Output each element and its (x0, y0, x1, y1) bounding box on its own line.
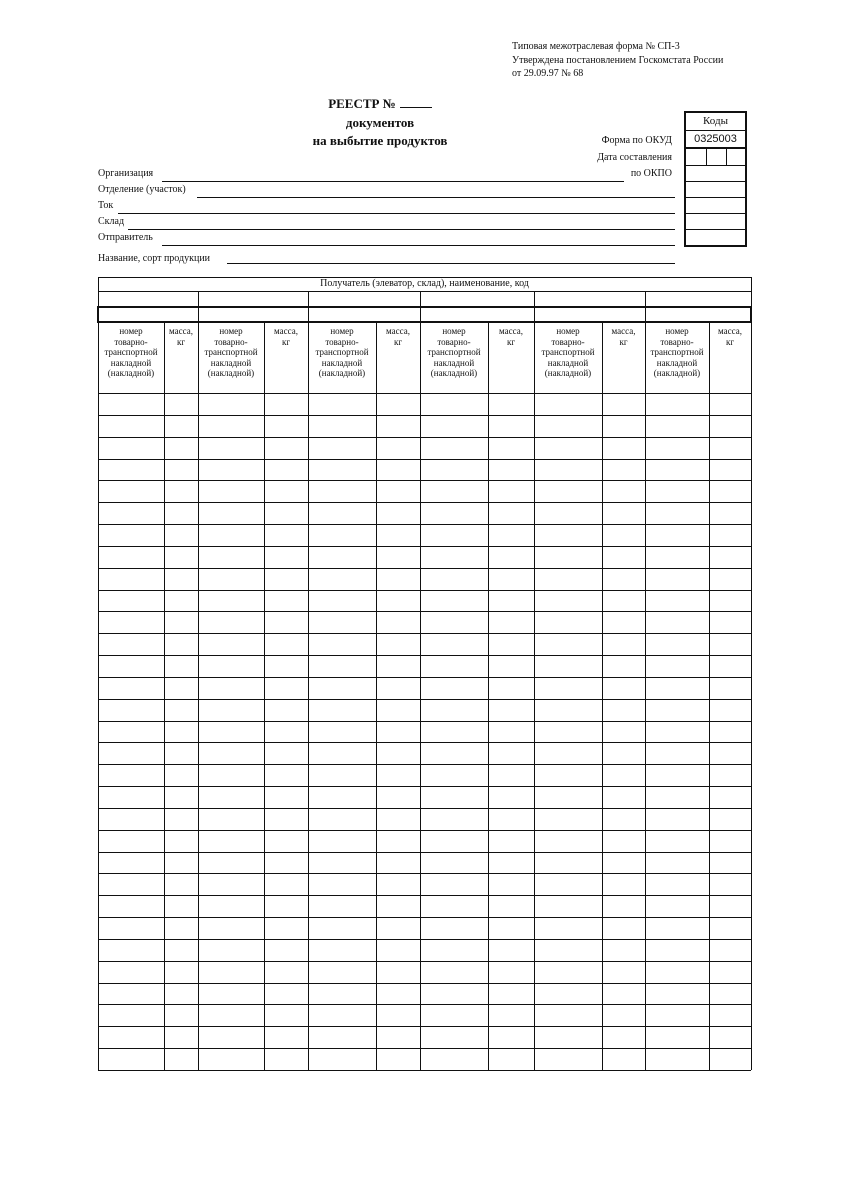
organization-field[interactable] (162, 181, 624, 182)
mass-header: масса, кг (718, 326, 742, 347)
group-divider (198, 291, 199, 1070)
row-rule (98, 1048, 751, 1049)
row-rule (98, 699, 751, 700)
department-field[interactable] (197, 197, 675, 198)
row-rule (98, 633, 751, 634)
okpo-label: по ОКПО (630, 168, 672, 179)
waybill-number-header: номер товарно- транспортной накладной (накладной) (315, 326, 369, 378)
mass-header: масса, кг (499, 326, 523, 347)
row-rule (98, 480, 751, 481)
waybill-number-header: номер товарно- транспортной накладной (накладной) (541, 326, 595, 378)
date-divider (726, 149, 727, 165)
group-divider (645, 291, 646, 1070)
product-field[interactable] (227, 263, 675, 264)
row-rule (98, 415, 751, 416)
row-rule (98, 568, 751, 569)
row-rule (98, 939, 751, 940)
column-divider (264, 322, 265, 1070)
codes-box (684, 111, 747, 247)
row-rule (98, 546, 751, 547)
code-cell[interactable] (686, 230, 745, 247)
row-rule (98, 524, 751, 525)
department-label: Отделение (участок) (98, 184, 186, 195)
row-rule (98, 590, 751, 591)
waybill-number-header: номер товарно- транспортной накладной (накладной) (104, 326, 158, 378)
row-rule (98, 917, 751, 918)
page-title (280, 96, 480, 112)
code-cell[interactable] (686, 198, 745, 214)
approved-by: Утверждена постановлением Госкомстата России (512, 54, 724, 66)
column-divider (376, 322, 377, 1070)
sender-field[interactable] (162, 245, 675, 246)
mass-header: масса, кг (386, 326, 410, 347)
okud-label: Форма по ОКУД (601, 135, 672, 146)
organization-label: Организация (98, 168, 154, 179)
sender-label: Отправитель (98, 232, 153, 243)
waybill-number-header: номер товарно- транспортной накладной (накладной) (650, 326, 704, 378)
recipient-header: Получатель (элеватор, склад), наименование, код (320, 278, 529, 289)
date-divider (706, 149, 707, 165)
row-rule (98, 742, 751, 743)
table-left (98, 277, 99, 1070)
group-divider (534, 291, 535, 1070)
row-rule (98, 611, 751, 612)
row-rule (98, 721, 751, 722)
warehouse-field[interactable] (128, 229, 675, 230)
waybill-number-header: номер товарно- транспортной накладной (накладной) (204, 326, 258, 378)
group-divider (308, 291, 309, 1070)
okud-code: 0325003 (686, 131, 745, 149)
mass-header: масса, кг (169, 326, 193, 347)
title-line1: РЕЕСТР № (328, 96, 396, 111)
row-rule (98, 895, 751, 896)
product-label: Название, сорт продукции (98, 253, 211, 264)
mass-header: масса, кг (611, 326, 636, 347)
codes-heading: Коды (686, 113, 745, 131)
row-rule (98, 808, 751, 809)
table-right (751, 277, 752, 1070)
table-heavy-rule (97, 306, 99, 323)
row-rule (98, 1070, 751, 1071)
row-rule (98, 437, 751, 438)
form-stamp (512, 40, 723, 81)
group-divider (420, 291, 421, 1070)
tok-label: Ток (98, 200, 114, 211)
row-rule (98, 764, 751, 765)
tok-field[interactable] (118, 213, 675, 214)
table-rule (98, 291, 751, 292)
column-divider (709, 322, 710, 1070)
row-rule (98, 873, 751, 874)
register-number-field[interactable] (400, 96, 432, 108)
column-divider (602, 322, 603, 1070)
code-cell[interactable] (686, 182, 745, 198)
row-rule (98, 786, 751, 787)
title-line3: на выбытие продуктов (312, 133, 448, 148)
table-rule (98, 393, 751, 394)
title-line2: документов (345, 115, 415, 130)
table-heavy-rule (98, 306, 751, 308)
warehouse-label: Склад (98, 216, 125, 227)
approved-date: от 29.09.97 № 68 (512, 68, 584, 79)
column-divider (164, 322, 165, 1070)
table-heavy-rule (98, 321, 751, 323)
column-divider (488, 322, 489, 1070)
mass-header: масса, кг (274, 326, 298, 347)
date-label: Дата составления (597, 152, 672, 163)
code-cell[interactable] (686, 214, 745, 230)
row-rule (98, 852, 751, 853)
table-top (98, 277, 751, 278)
row-rule (98, 655, 751, 656)
row-rule (98, 1004, 751, 1005)
okpo-code-cell[interactable] (686, 166, 745, 182)
form-type: Типовая межотраслевая форма № СП-3 (512, 41, 680, 52)
row-rule (98, 459, 751, 460)
row-rule (98, 961, 751, 962)
row-rule (98, 1026, 751, 1027)
date-code-cell[interactable] (686, 149, 745, 166)
row-rule (98, 677, 751, 678)
row-rule (98, 983, 751, 984)
table-heavy-rule (750, 306, 752, 323)
row-rule (98, 830, 751, 831)
row-rule (98, 502, 751, 503)
waybill-number-header: номер товарно- транспортной накладной (накладной) (427, 326, 481, 378)
